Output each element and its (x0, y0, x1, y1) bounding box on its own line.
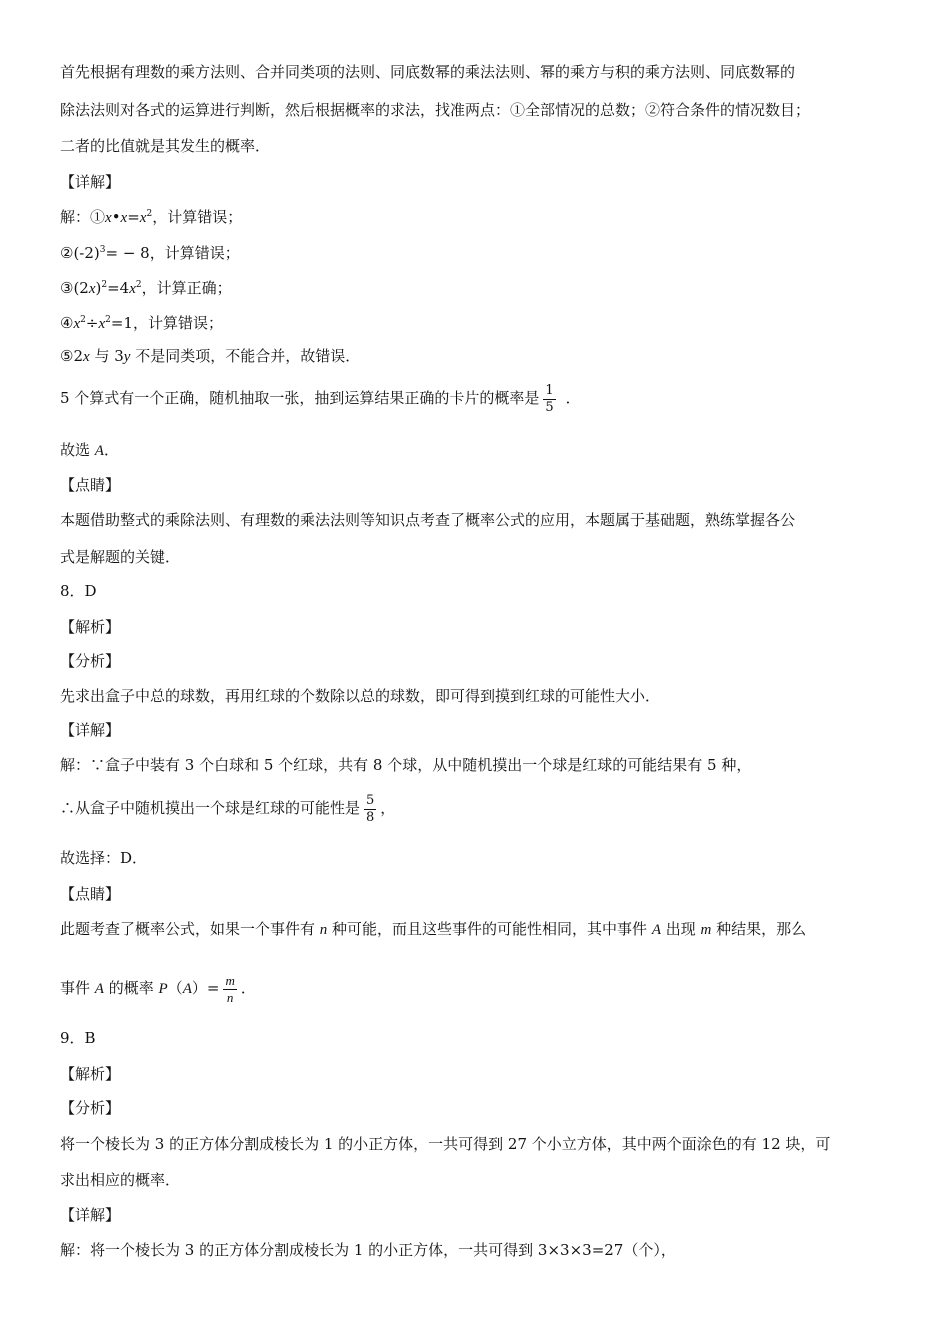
answer-8: 8．D (60, 582, 97, 600)
solution-step-5: ⑤2x 与 3y 不是同类项，不能合并，故错误． (60, 347, 361, 365)
detail-line-2: ∴从盒子中随机摸出一个球是红球的可能性是 $\frac{5}{8}$ ， (60, 792, 396, 825)
fenxi-heading: 【分析】 (60, 1099, 121, 1117)
fraction-one-fifth: $\frac{1}{5}$ (545, 382, 554, 415)
analysis-line-1: 将一个棱长为 3 的正方体分割成棱长为 1 的小正方体，一共可得到 27 个小立方体，其中两个面涂色的有 12 块，可 (60, 1135, 831, 1153)
solution-step-3: $③(2x)^2=4x^2$，计算正确； (60, 279, 232, 297)
answer-9: 9．B (60, 1029, 96, 1047)
choice-line: 故选择：D． (60, 849, 148, 867)
analysis-line: 先求出盒子中总的球数，再用红球的个数除以总的球数，即可得到摸到红球的可能性大小． (60, 687, 661, 705)
fraction-five-eighths: $\frac{5}{8}$ (366, 792, 375, 825)
detail-heading: 【详解】 (60, 173, 121, 191)
analysis-line-3: 二者的比值就是其发生的概率． (60, 137, 271, 155)
jiexi-heading: 【解析】 (60, 1065, 121, 1083)
analysis-line-2: 除法法则对各式的运算进行判断，然后根据概率的求法，找准两点：①全部情况的总数；②符合条件的情况数目； (60, 101, 811, 119)
probability-statement: 5 个算式有一个正确，随机抽取一张，抽到运算结果正确的卡片的概率是 $\frac{1}{5}$ ． (60, 382, 581, 415)
comment-line-1: 本题借助整式的乘除法则、有理数的乘法法则等知识点考查了概率公式的应用，本题属于基础题，熟练掌握各公 (60, 511, 796, 529)
fenxi-heading: 【分析】 (60, 652, 121, 670)
comment-heading: 【点睛】 (60, 885, 121, 903)
detail-heading: 【详解】 (60, 721, 121, 739)
solution-step-1: 解：$①x•x=x^2$，计算错误； (60, 208, 243, 226)
comment-line-1: 此题考查了概率公式，如果一个事件有 n 种可能，而且这些事件的可能性相同，其中事件 A 出现 m 种结果，那么 (60, 920, 807, 938)
solution-step-4: $④x^2\div x^2=1$，计算错误； (60, 314, 223, 332)
detail-line-1: 解：∵盒子中装有 3 个白球和 5 个红球，共有 8 个球，从中随机摸出一个球是红球的可能结果有 5 种， (60, 756, 752, 774)
fraction-m-over-n: $\frac{m}{n}$ (225, 972, 235, 1005)
comment-line-2: 式是解题的关键． (60, 548, 181, 566)
detail-line-1: 解：将一个棱长为 3 的正方体分割成棱长为 1 的小正方体，一共可得到 3×3×3=27（个）， (60, 1241, 676, 1259)
comment-line-2: 事件 A 的概率 P（A）= $\frac{m}{n}$ ． (60, 972, 256, 1005)
analysis-line-1: 首先根据有理数的乘方法则、合并同类项的法则、同底数幂的乘法法则、幂的乘方与积的乘方法则、同底数幂的 (60, 63, 796, 81)
detail-heading: 【详解】 (60, 1206, 121, 1224)
choice-line: 故选 A． (60, 441, 119, 459)
solution-step-2: $②(-2)^3= - 8$，计算错误； (60, 244, 240, 262)
jiexi-heading: 【解析】 (60, 618, 121, 636)
comment-heading: 【点睛】 (60, 476, 121, 494)
analysis-line-2: 求出相应的概率． (60, 1171, 181, 1189)
